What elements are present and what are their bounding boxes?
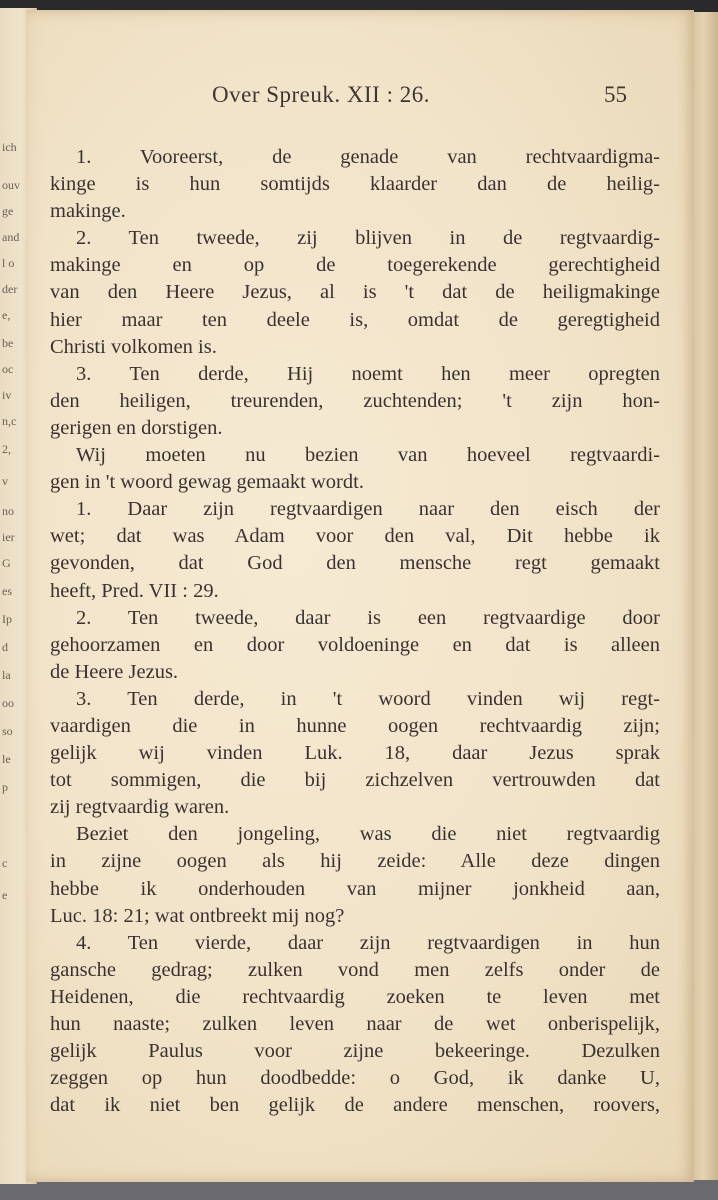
page-header (26, 82, 694, 116)
prev-page-fragment: iv (2, 388, 12, 402)
text-line: gehoorzamen en door voldoeninge en dat is alleen (50, 633, 660, 656)
text-line: makinge. (50, 200, 126, 223)
text-line: dat ik niet ben gelijk de andere menschen, roovers, (50, 1094, 660, 1117)
prev-page-fragment: e, (2, 308, 11, 322)
text-line: 2. Ten tweede, daar is een regtvaardige door (76, 606, 660, 629)
text-line: heeft, Pred. VII : 29. (50, 579, 219, 602)
page-body-text (50, 144, 660, 1119)
text-line: gelijk wij vinden Luk. 18, daar Jezus sprak (50, 742, 660, 765)
text-line: kinge is hun somtijds klaarder dan de heilig- (50, 173, 660, 196)
prev-page-fragment: le (2, 752, 11, 766)
text-line: gansche gedrag; zulken vond men zelfs onder de (50, 958, 660, 981)
prev-page-fragment: ouv (2, 178, 20, 192)
text-line: vaardigen die in hunne oogen rechtvaardig zijn; (50, 714, 660, 737)
prev-page-fragment: Ip (2, 612, 12, 626)
text-line: de Heere Jezus. (50, 660, 179, 683)
running-title: Over Spreuk. XII : 26. (212, 82, 430, 107)
text-line: Christi volkomen is. (50, 335, 217, 358)
text-line: hun naaste; zulken leven naar de wet onberispelijk, (50, 1013, 660, 1035)
prev-page-fragment: es (2, 584, 12, 598)
text-line: makinge en op de toegerekende gerechtigheid (50, 254, 660, 277)
text-line: hebbe ik onderhouden van mijner jonkheid aan, (50, 877, 660, 900)
text-line: tot sommigen, die bij zichzelven vertrouwden dat (50, 769, 660, 792)
prev-page-fragment: la (2, 668, 11, 682)
book-page (26, 10, 694, 1182)
text-line: 3. Ten derde, Hij noemt hen meer opregten (76, 362, 660, 385)
text-line: 1. Daar zijn regtvaardigen naar den eisch der (76, 498, 660, 521)
text-line: den heiligen, treurenden, zuchtenden; 't zijn hon- (50, 389, 660, 412)
prev-page-fragment: v (2, 474, 8, 488)
text-line: 1. Vooreerst, de genade van rechtvaardigma- (76, 146, 660, 168)
prev-page-fragment: ier (2, 530, 15, 544)
text-line: 3. Ten derde, in 't woord vinden wij regt- (76, 687, 660, 710)
page-number: 55 (604, 82, 627, 107)
prev-page-fragment: p (2, 780, 8, 794)
prev-page-fragment: ich (2, 140, 17, 154)
text-line: van den Heere Jezus, al is 't dat de heiligmakinge (50, 281, 660, 304)
prev-page-fragment: and (2, 230, 20, 244)
text-line: Luc. 18: 21; wat ontbreekt mij nog? (50, 904, 345, 927)
prev-page-fragment: e (2, 888, 8, 902)
prev-page-fragment: oo (2, 696, 14, 710)
text-line: in zijne oogen als hij zeide: Alle deze dingen (50, 850, 660, 873)
text-line: gerigen en dorstigen. (50, 416, 223, 439)
text-line: hier maar ten deele is, omdat de geregtigheid (50, 308, 660, 331)
prev-page-fragment: c (2, 856, 8, 870)
text-line: gen in 't woord gewag gemaakt wordt. (50, 471, 364, 494)
text-line: zeggen op hun doodbedde: o God, ik danke U, (50, 1067, 660, 1090)
text-line: gelijk Paulus voor zijne bekeeringe. Dezulken (50, 1040, 660, 1063)
prev-page-fragment: d (2, 640, 8, 654)
prev-page-fragment: ge (2, 204, 14, 218)
prev-page-fragment: no (2, 504, 14, 518)
text-line: gevonden, dat God den mensche regt gemaakt (50, 552, 660, 575)
text-line: zij regtvaardig waren. (50, 796, 230, 819)
text-line: Heidenen, die rechtvaardig zoeken te leven met (50, 985, 660, 1008)
page-fore-edge (694, 12, 718, 1180)
text-line: Wij moeten nu bezien van hoeveel regtvaardi- (76, 444, 660, 467)
prev-page-fragment: so (2, 724, 13, 738)
prev-page-fragment: 2, (2, 442, 11, 456)
text-line: 2. Ten tweede, zij blijven in de regtvaardig- (76, 227, 660, 250)
text-line: 4. Ten vierde, daar zijn regtvaardigen in hun (76, 931, 660, 954)
prev-page-fragment: G (2, 556, 11, 570)
prev-page-fragment: n,c (2, 414, 17, 428)
text-line: wet; dat was Adam voor den val, Dit hebbe ik (50, 525, 660, 548)
prev-page-fragment: be (2, 336, 14, 350)
prev-page-fragment: l o (2, 256, 15, 270)
text-line: Beziet den jongeling, was die niet regtvaardig (76, 823, 660, 846)
prev-page-fragment: der (2, 282, 18, 296)
prev-page-fragment: oc (2, 362, 14, 376)
